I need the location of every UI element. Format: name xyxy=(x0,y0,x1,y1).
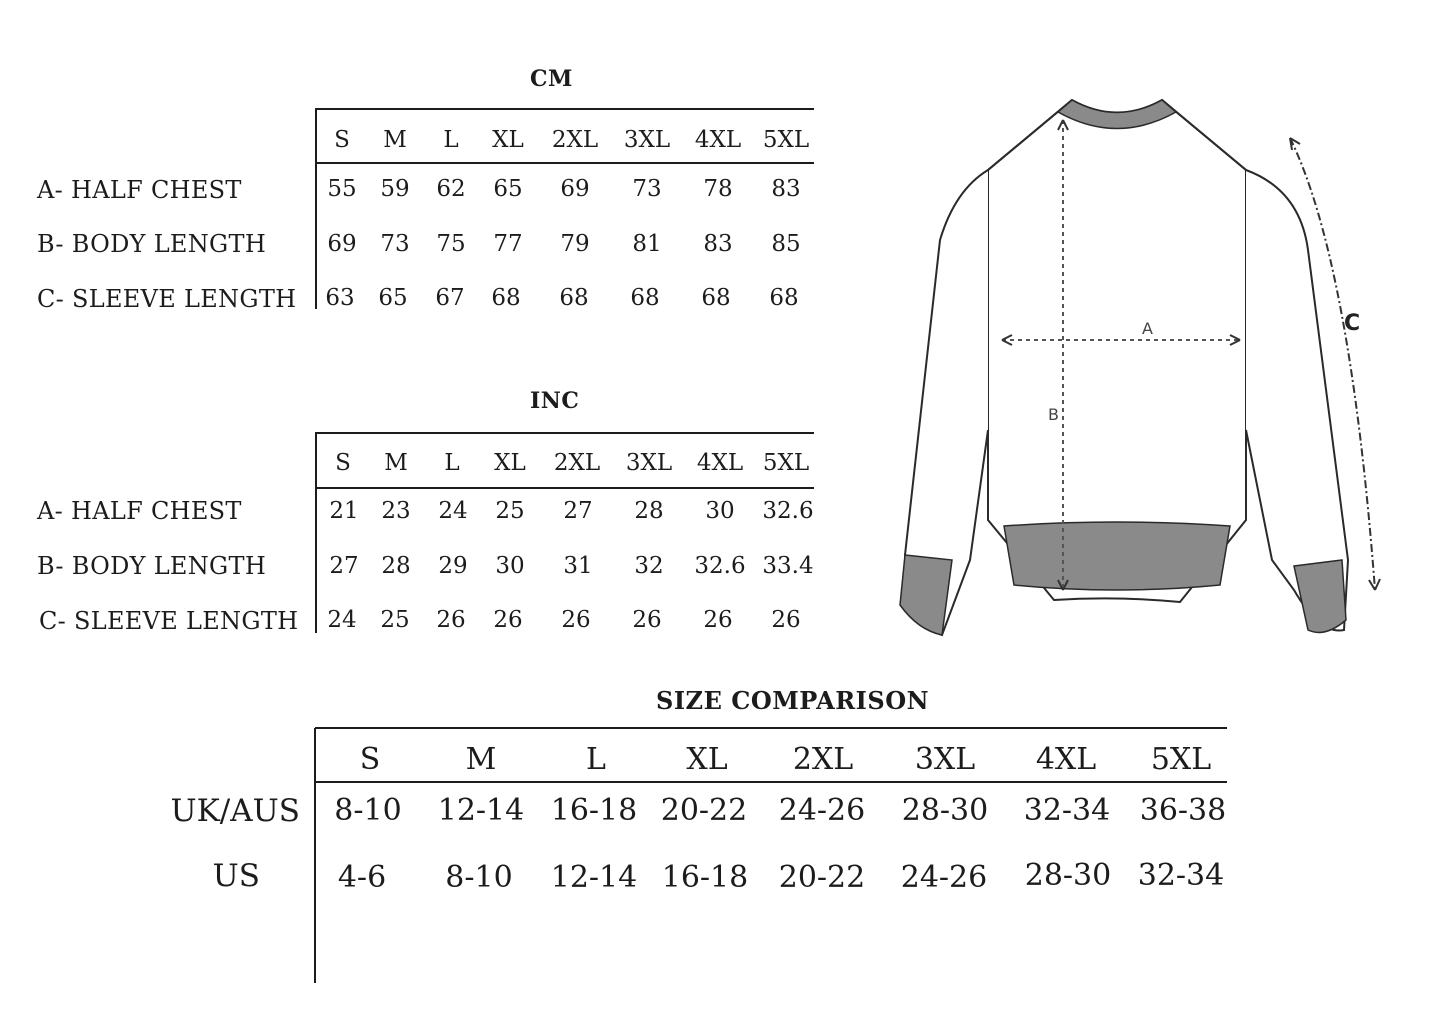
comparison-cell: 12-14 xyxy=(437,793,525,828)
inc-cell: 24 xyxy=(327,607,357,633)
inc-cell: 25 xyxy=(380,607,410,633)
cm-cell: 81 xyxy=(632,231,662,257)
comparison-size-header: 5XL xyxy=(1150,742,1212,777)
cm-cell: 68 xyxy=(769,285,799,311)
comparison-size-header: 4XL xyxy=(1035,742,1097,777)
inc-table-title: INC xyxy=(530,388,580,414)
cm-cell: 73 xyxy=(380,231,410,257)
comparison-cell: 8-10 xyxy=(334,793,402,828)
comparison-header-rule xyxy=(315,781,1227,783)
comparison-cell: 32-34 xyxy=(1023,793,1111,828)
inc-size-header: 2XL xyxy=(553,450,601,476)
cm-table-top-rule xyxy=(315,108,814,110)
comparison-cell: 28-30 xyxy=(901,793,989,828)
cm-cell: 69 xyxy=(327,231,357,257)
cm-cell: 68 xyxy=(559,285,589,311)
comparison-top-rule xyxy=(315,727,1227,729)
cm-cell: 69 xyxy=(560,176,590,202)
inc-row-label-half-chest: A- HALF CHEST xyxy=(37,497,242,525)
left-cuff-rib xyxy=(900,555,952,635)
inc-cell: 27 xyxy=(329,553,359,579)
cm-size-header: M xyxy=(383,127,407,153)
cm-cell: 65 xyxy=(378,285,408,311)
size-comparison-title: SIZE COMPARISON xyxy=(656,686,930,715)
inc-cell: 23 xyxy=(381,498,411,524)
inc-size-header: 5XL xyxy=(762,450,810,476)
inc-size-header: 4XL xyxy=(696,450,744,476)
cm-size-header: S xyxy=(334,127,350,153)
inc-cell: 26 xyxy=(703,607,733,633)
inc-cell: 24 xyxy=(438,498,468,524)
inc-cell: 28 xyxy=(381,553,411,579)
inc-size-header: S xyxy=(335,450,351,476)
inc-table-header-rule xyxy=(315,487,814,489)
inc-cell: 25 xyxy=(495,498,525,524)
comparison-size-header: 2XL xyxy=(792,742,854,777)
inc-cell: 28 xyxy=(634,498,664,524)
inc-table-top-rule xyxy=(315,432,814,434)
comparison-size-header: M xyxy=(465,742,497,777)
cm-size-header: 2XL xyxy=(551,127,599,153)
cm-table-header-rule xyxy=(315,162,814,164)
inc-cell: 26 xyxy=(632,607,662,633)
inc-size-header: L xyxy=(444,450,460,476)
cm-row-label-sleeve-length: C- SLEEVE LENGTH xyxy=(37,285,297,313)
cm-table-title: CM xyxy=(530,66,573,92)
inc-cell: 32.6 xyxy=(762,498,814,524)
inc-size-header: 3XL xyxy=(625,450,673,476)
inc-cell: 31 xyxy=(563,553,593,579)
inc-row-label-body-length: B- BODY LENGTH xyxy=(37,552,267,580)
cm-size-header: L xyxy=(443,127,459,153)
inc-cell: 32.6 xyxy=(694,553,746,579)
cm-cell: 67 xyxy=(435,285,465,311)
inc-cell: 27 xyxy=(563,498,593,524)
inc-cell: 26 xyxy=(436,607,466,633)
comparison-cell: 28-30 xyxy=(1024,858,1112,893)
cm-size-header: 3XL xyxy=(623,127,671,153)
cm-cell: 75 xyxy=(436,231,466,257)
comparison-row-label-us: US xyxy=(212,858,260,894)
comparison-cell: 16-18 xyxy=(661,860,749,895)
cm-row-label-half-chest: A- HALF CHEST xyxy=(37,176,242,204)
cm-cell: 73 xyxy=(632,176,662,202)
cm-cell: 83 xyxy=(703,231,733,257)
waistband-rib xyxy=(1004,522,1230,590)
inc-size-header: M xyxy=(384,450,408,476)
cm-cell: 68 xyxy=(491,285,521,311)
comparison-size-header: L xyxy=(586,742,606,777)
cm-cell: 59 xyxy=(380,176,410,202)
cm-cell: 63 xyxy=(325,285,355,311)
measure-c-label: C xyxy=(1344,311,1361,336)
comparison-cell: 16-18 xyxy=(550,793,638,828)
inc-row-label-sleeve-length: C- SLEEVE LENGTH xyxy=(39,607,299,635)
inc-cell: 21 xyxy=(329,498,359,524)
inc-size-header: XL xyxy=(494,450,526,476)
comparison-cell: 20-22 xyxy=(778,860,866,895)
comparison-cell: 32-34 xyxy=(1137,858,1225,893)
inc-cell: 30 xyxy=(705,498,735,524)
cm-cell: 68 xyxy=(630,285,660,311)
cm-row-label-body-length: B- BODY LENGTH xyxy=(37,230,267,258)
cm-size-header: 4XL xyxy=(694,127,742,153)
measure-a-label: A xyxy=(1142,319,1153,338)
comparison-row-label-uk-aus: UK/AUS xyxy=(170,793,300,829)
sweatshirt-icon xyxy=(880,90,1400,650)
cm-cell: 85 xyxy=(771,231,801,257)
inc-cell: 26 xyxy=(493,607,523,633)
comparison-cell: 24-26 xyxy=(900,860,988,895)
cm-size-header: 5XL xyxy=(762,127,810,153)
cm-cell: 77 xyxy=(493,231,523,257)
inc-cell: 26 xyxy=(771,607,801,633)
cm-cell: 55 xyxy=(327,176,357,202)
inc-cell: 33.4 xyxy=(762,553,814,579)
comparison-cell: 8-10 xyxy=(445,860,513,895)
cm-cell: 78 xyxy=(703,176,733,202)
cm-cell: 68 xyxy=(701,285,731,311)
comparison-size-header: S xyxy=(359,742,381,777)
comparison-cell: 12-14 xyxy=(550,860,638,895)
measure-b-label: B xyxy=(1048,405,1059,424)
comparison-size-header: XL xyxy=(686,742,728,777)
cm-cell: 83 xyxy=(771,176,801,202)
cm-cell: 62 xyxy=(436,176,466,202)
inc-cell: 29 xyxy=(438,553,468,579)
comparison-cell: 36-38 xyxy=(1139,793,1227,828)
comparison-cell: 4-6 xyxy=(337,860,387,895)
inc-cell: 26 xyxy=(561,607,591,633)
comparison-cell: 20-22 xyxy=(660,793,748,828)
right-cuff-rib xyxy=(1294,560,1346,632)
inc-cell: 30 xyxy=(495,553,525,579)
inc-cell: 32 xyxy=(634,553,664,579)
cm-size-header: XL xyxy=(492,127,524,153)
comparison-cell: 24-26 xyxy=(778,793,866,828)
cm-cell: 65 xyxy=(493,176,523,202)
cm-cell: 79 xyxy=(560,231,590,257)
comparison-size-header: 3XL xyxy=(914,742,976,777)
